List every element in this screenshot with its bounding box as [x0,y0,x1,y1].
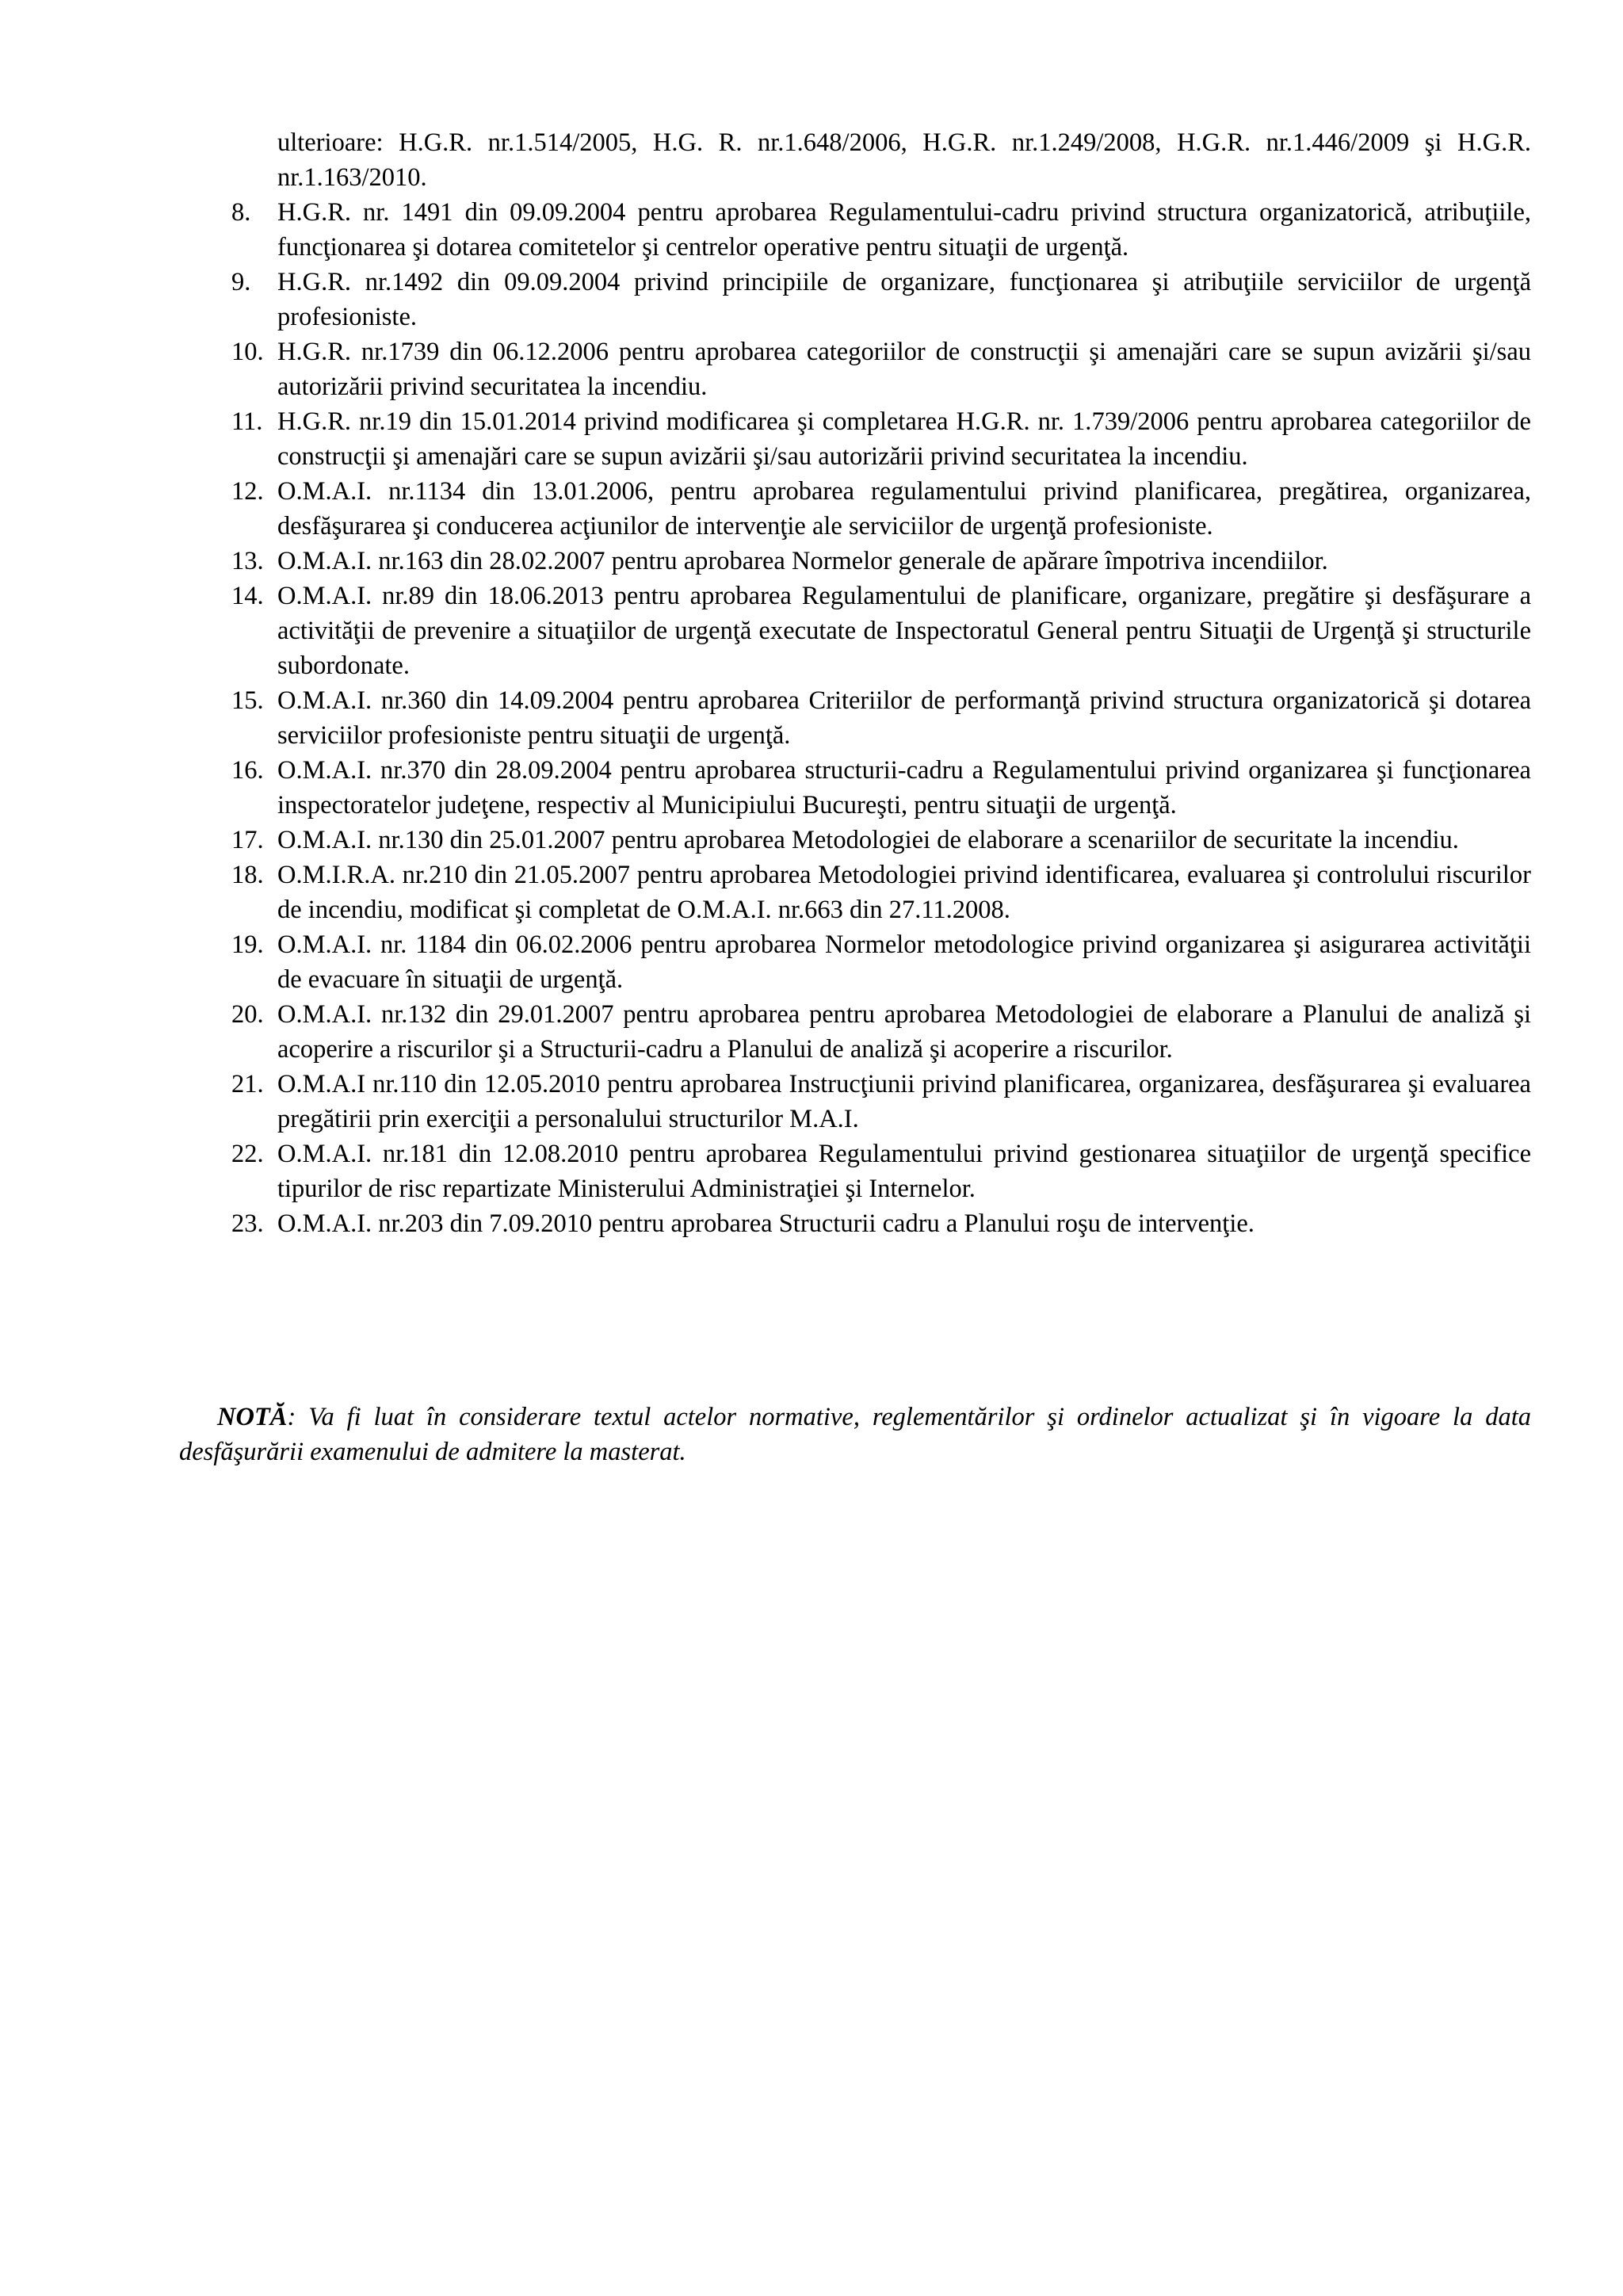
list-item-8 [179,195,1531,265]
list-item-number: 20. [231,1000,264,1029]
list-item-14 [179,579,1531,683]
list-item-text: H.G.R. nr.1492 din 09.09.2004 privind principiile de organizare, funcţionarea şi atribuţiile serviciilor de urgenţă profesioniste. [277,268,1531,331]
list-item-15 [179,683,1531,753]
list-item-number: 21. [231,1070,264,1098]
list-item-17 [179,823,1531,858]
list-item-text: O.M.A.I. nr. 1184 din 06.02.2006 pentru aprobarea Normelor metodologice privind organizarea şi asigurarea activităţii de evacuare în situaţii de urgenţă. [277,930,1531,994]
list-item-text: O.M.A.I. nr.370 din 28.09.2004 pentru aprobarea structurii-cadru a Regulamentului privind organizarea şi funcţionarea inspectoratelor judeţene, respectiv al Municipiului Bucureşti, pentru situaţii de urgenţă. [277,756,1531,819]
list-item-number: 10. [231,338,264,366]
list-item-number: 22. [231,1140,264,1168]
list-item-text: H.G.R. nr.19 din 15.01.2014 privind modificarea şi completarea H.G.R. nr. 1.739/2006 pentru aprobarea categoriilor de construcţii şi amenajări care se supun avizării şi/sau autorizării privind securitatea la incendiu. [277,407,1531,471]
list-item-number: 8. [231,198,251,227]
list-item-22 [179,1137,1531,1206]
list-item-text: H.G.R. nr. 1491 din 09.09.2004 pentru aprobarea Regulamentului-cadru privind structura organizatorică, atribuţiile, funcţionarea şi dotarea comitetelor şi centrelor operative pentru situaţii de urgenţă. [277,198,1531,262]
list-item-text: O.M.A.I nr.110 din 12.05.2010 pentru aprobarea Instrucţiunii privind planificarea, organizarea, desfăşurarea şi evaluarea pregătirii prin exerciţii a personalului structurilor M.A.I. [277,1070,1531,1133]
list-item-12 [179,474,1531,544]
list-item-number: 14. [231,582,264,610]
list-item-10 [179,334,1531,404]
list-item-13 [179,544,1531,579]
note-paragraph [179,1400,1531,1469]
list-item-18 [179,858,1531,927]
list-item-20 [179,997,1531,1067]
list-item-text: O.M.A.I. nr.163 din 28.02.2007 pentru aprobarea Normelor generale de apărare împotriva incendiilor. [277,547,1328,575]
document-body [179,125,1531,1241]
list-item-number: 13. [231,547,264,575]
list-item-19 [179,927,1531,997]
note-text: : Va fi luat în considerare textul actelor normative, reglementărilor şi ordinelor actualizat şi în vigoare la data desfăşurării examenului de admitere la masterat. [179,1403,1531,1466]
list-item-text: O.M.A.I. nr.360 din 14.09.2004 pentru aprobarea Criteriilor de performanţă privind structura organizatorică şi dotarea serviciilor profesioniste pentru situaţii de urgenţă. [277,686,1531,750]
list-item-16 [179,753,1531,823]
list-item-9 [179,265,1531,334]
list-item-number: 12. [231,477,264,506]
list-item-number: 18. [231,861,264,889]
list-item-text: O.M.A.I. nr.130 din 25.01.2007 pentru aprobarea Metodologiei de elaborare a scenariilor de securitate la incendiu. [277,826,1459,854]
list-item-text: O.M.A.I. nr.89 din 18.06.2013 pentru aprobarea Regulamentului de planificare, organizare, pregătire şi desfăşurare a activităţii de prevenire a situaţiilor de urgenţă executate de Inspectoratul General pentru Situaţii de Urgenţă şi structurile subordonate. [277,582,1531,680]
list-item-continuation [179,125,1531,195]
continuation-text: ulterioare: H.G.R. nr.1.514/2005, H.G. R. nr.1.648/2006, H.G.R. nr.1.249/2008, H.G.R. nr.1.446/2009 şi H.G.R. nr.1.163/2010. [277,128,1531,192]
list-item-text: H.G.R. nr.1739 din 06.12.2006 pentru aprobarea categoriilor de construcţii şi amenajări care se supun avizării şi/sau autorizării privind securitatea la incendiu. [277,338,1531,401]
list-item-text: O.M.A.I. nr.1134 din 13.01.2006, pentru aprobarea regulamentului privind planificarea, pregătirea, organizarea, desfăşurarea şi conducerea acţiunilor de intervenţie ale serviciilor de urgenţă profesioniste. [277,477,1531,541]
list-item-text: O.M.A.I. nr.132 din 29.01.2007 pentru aprobarea pentru aprobarea Metodologiei de elaborare a Planului de analiză şi acoperire a riscurilor şi a Structurii-cadru a Planului de analiză şi acoperire a riscurilor. [277,1000,1531,1064]
list-item-number: 17. [231,826,264,854]
list-item-11 [179,404,1531,474]
list-item-number: 9. [231,268,251,296]
list-item-23 [179,1206,1531,1241]
list-item-number: 23. [231,1209,264,1238]
note-label: NOTĂ [217,1403,288,1431]
list-item-text: O.M.A.I. nr.203 din 7.09.2010 pentru aprobarea Structurii cadru a Planului roşu de intervenţie. [277,1209,1254,1238]
list-item-number: 16. [231,756,264,785]
list-item-21 [179,1067,1531,1137]
list-item-number: 19. [231,930,264,959]
list-item-text: O.M.I.R.A. nr.210 din 21.05.2007 pentru aprobarea Metodologiei privind identificarea, evaluarea şi controlului riscurilor de incendiu, modificat şi completat de O.M.A.I. nr.663 din 27.11.2008. [277,861,1531,924]
legislation-list [179,195,1531,1241]
list-item-number: 11. [231,407,263,436]
list-item-text: O.M.A.I. nr.181 din 12.08.2010 pentru aprobarea Regulamentului privind gestionarea situaţiilor de urgenţă specifice tipurilor de risc repartizate Ministerului Administraţiei şi Internelor. [277,1140,1531,1203]
list-item-number: 15. [231,686,264,715]
